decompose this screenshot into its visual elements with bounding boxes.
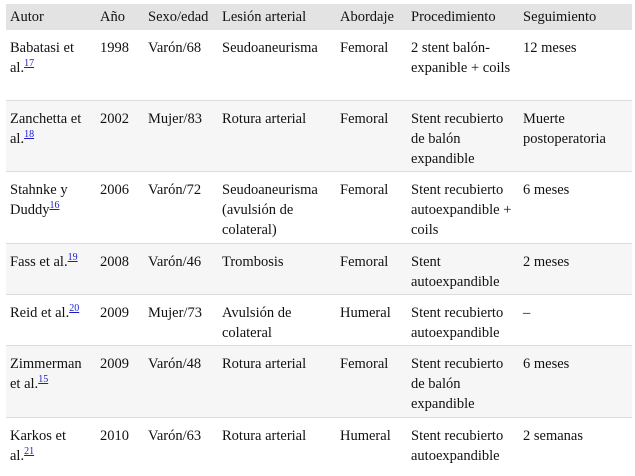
table-row [6,101,632,172]
reference-link[interactable]: 20 [69,303,80,315]
cell-seguimiento: 12 meses [519,30,632,101]
cell-procedimiento: Stent recubierto autoexpandible [407,418,519,467]
table-row [6,346,632,418]
cell-lesion: Avulsión de colateral [218,295,336,346]
cell-abordaje: Femoral [336,30,407,101]
author-name: Fass et al. [10,254,68,270]
reference-link[interactable]: 18 [24,129,35,141]
cell-lesion: Rotura arterial [218,418,336,467]
cell-seguimiento: Muerte postoperatoria [519,101,632,172]
cell-abordaje: Humeral [336,418,407,467]
cell-ano: 2002 [96,101,144,172]
cell-abordaje: Femoral [336,172,407,244]
cell-ano: 1998 [96,30,144,101]
cell-seguimiento: – [519,295,632,346]
table-row [6,30,632,101]
cell-autor [6,346,96,418]
table-row [6,295,632,346]
author-name: Reid et al. [10,305,70,321]
author-name: Babatasi et al. [10,40,75,76]
cell-ano: 2009 [96,346,144,418]
cell-sexo-edad: Mujer/83 [144,101,218,172]
cell-sexo-edad: Varón/72 [144,172,218,244]
cell-procedimiento: 2 stent balón-expanible + coils [407,30,519,101]
table-row [6,244,632,295]
header-autor: Autor [6,4,96,30]
cell-sexo-edad: Mujer/73 [144,295,218,346]
cell-abordaje: Femoral [336,101,407,172]
cell-seguimiento: 2 semanas [519,418,632,467]
reference-link[interactable]: 17 [24,58,35,70]
author-name: Zimmerman et al. [10,356,82,392]
cell-sexo-edad: Varón/46 [144,244,218,295]
header-procedimiento: Procedimiento [407,4,519,30]
author-name: Zanchetta et al. [10,111,82,147]
header-lesion-arterial: Lesión arterial [218,4,336,30]
cell-procedimiento: Stent recubierto de balón expandible [407,101,519,172]
cell-lesion: Seudoaneurisma [218,30,336,101]
table-row [6,418,632,467]
reference-link[interactable]: 19 [67,252,78,264]
author-name: Karkos et al. [10,428,66,464]
header-row [6,4,632,30]
cell-abordaje: Femoral [336,346,407,418]
cell-ano: 2010 [96,418,144,467]
cell-lesion: Seudoaneurisma (avulsión de colateral) [218,172,336,244]
cell-autor [6,295,96,346]
cell-autor [6,418,96,467]
case-reports-table [6,4,632,466]
reference-link[interactable]: 15 [38,374,49,386]
cell-autor [6,30,96,101]
cell-sexo-edad: Varón/48 [144,346,218,418]
cell-ano: 2009 [96,295,144,346]
table-row [6,172,632,244]
cell-procedimiento: Stent autoexpandible [407,244,519,295]
reference-link[interactable]: 16 [49,200,60,212]
cell-ano: 2006 [96,172,144,244]
cell-lesion: Rotura arterial [218,346,336,418]
cell-ano: 2008 [96,244,144,295]
table-header [6,4,632,30]
cell-sexo-edad: Varón/63 [144,418,218,467]
header-seguimiento: Seguimiento [519,4,632,30]
cell-abordaje: Humeral [336,295,407,346]
cell-procedimiento: Stent recubierto autoexpandible [407,295,519,346]
cell-procedimiento: Stent recubierto autoexpandible + coils [407,172,519,244]
author-name: Stahnke y Duddy [10,182,68,218]
header-ano: Año [96,4,144,30]
cell-seguimiento: 6 meses [519,172,632,244]
cell-seguimiento: 6 meses [519,346,632,418]
cell-sexo-edad: Varón/68 [144,30,218,101]
cell-seguimiento: 2 meses [519,244,632,295]
cell-procedimiento: Stent recubierto de balón expandible [407,346,519,418]
cell-lesion: Trombosis [218,244,336,295]
reference-link[interactable]: 21 [24,446,35,458]
cell-autor [6,244,96,295]
cell-autor [6,101,96,172]
header-sexo-edad: Sexo/edad [144,4,218,30]
cell-autor [6,172,96,244]
cell-abordaje: Femoral [336,244,407,295]
header-abordaje: Abordaje [336,4,407,30]
cell-lesion: Rotura arterial [218,101,336,172]
